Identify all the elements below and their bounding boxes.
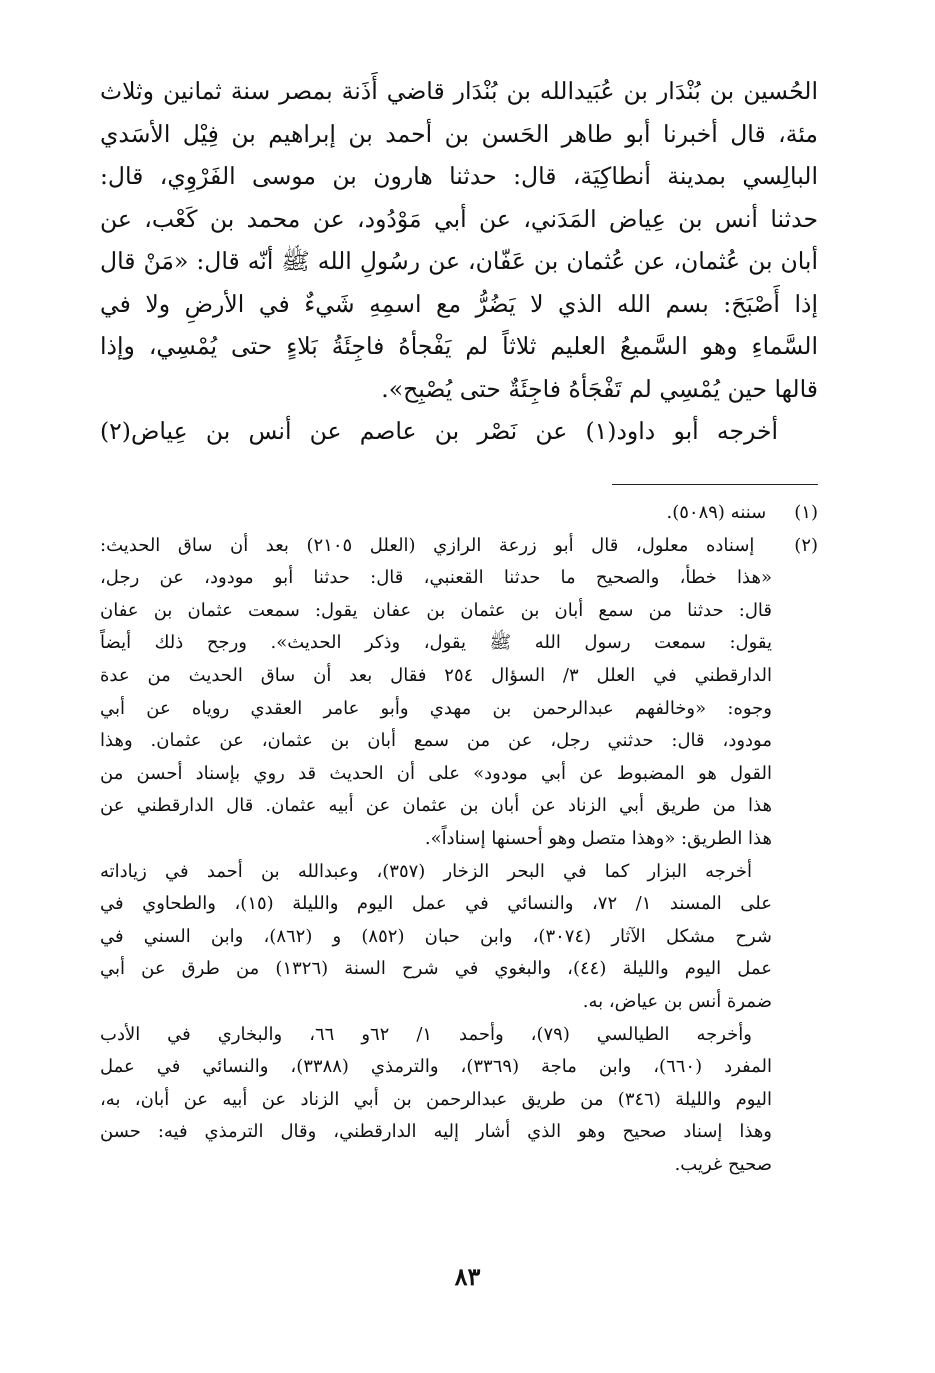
main-line: البالِسي بمدينة أنطاكِيَة، قال: حدثنا هارون بن موسى الفَرْوِي، قال: bbox=[100, 162, 818, 190]
main-line: مئة، قال أخبرنا أبو طاهر الحَسن بن أحمد بن إبراهيم بن فِيْل الأسَدي bbox=[100, 119, 818, 148]
main-line-citation: أخرجه أبو داود(١) عن نَصْر بن عاصم عن أنس بن عِياض(٢) bbox=[100, 417, 778, 445]
footnote-2-line: إسناده معلول، قال أبو زرعة الرازي (العلل ٢١٠٥) بعد أن ساق الحديث: bbox=[100, 534, 755, 556]
footnote-separator bbox=[612, 484, 818, 485]
footnote-paragraph-3-line: وأخرجه الطيالسي (٧٩)، وأحمد ١/ ٦٢و ٦٦، والبخاري في الأدب bbox=[100, 1023, 753, 1045]
footnotes-section bbox=[100, 497, 818, 1181]
main-line: قالها حين يُمْسِي لم تَفْجَأهُ فاجِئَةٌ حتى يُصْبِح». bbox=[381, 374, 818, 403]
main-line: إذا أَصْبَحَ: بسم الله الذي لا يَضُرُّ مع اسمِهِ شَيءٌ في الأرضِ ولا في bbox=[100, 289, 818, 318]
footnote-2-line: قال: حدثنا من سمع أبان بن عثمان بن عفان يقول: سمعت عثمان بن عفان bbox=[100, 599, 772, 621]
footnote-paragraph-3-line: وهذا إسناد صحيح وهو الذي أشار إليه الدارقطني، وقال الترمذي فيه: حسن bbox=[100, 1121, 772, 1143]
footnote-2-line: هذا الطريق: «وهذا متصل وهو أحسنها إسناداً». bbox=[424, 827, 772, 849]
main-line: الحُسين بن بُنْدَار بن عُبَيدالله بن بُنْدَار قاضي أَذَنة بمصر سنة ثمانين وثلاث bbox=[100, 77, 818, 105]
footnote-2-line: القول هو المضبوط عن أبي مودود» على أن الحديث قد روي بإسناد أحسن من bbox=[100, 762, 772, 784]
footnote-2-line: هذا من طريق أبي الزناد عن أبان بن عثمان عن أبيه عثمان. قال الدارقطني عن bbox=[100, 795, 772, 817]
footnote-2-first-line bbox=[100, 530, 818, 563]
footnote-paragraph-3-line: صحيح غريب. bbox=[674, 1153, 772, 1175]
footnote-paragraph-2-line: ضمرة أنس بن عياض، به. bbox=[582, 990, 772, 1012]
footnote-paragraph-2-line: شرح مشكل الآثار (٣٠٧٤)، وابن حبان (٨٥٢) و (٨٦٢)، وابن السني في bbox=[100, 925, 773, 947]
main-body-text bbox=[100, 70, 818, 453]
footnote-paragraph-2-line: أخرجه البزار كما في البحر الزخار (٣٥٧)، وعبدالله بن أحمد في زياداته bbox=[100, 860, 752, 882]
main-line: أبان بن عُثمان، عن عُثمان بن عَفّان، عن رسُولِ الله ﷺ أنّه قال: «مَنْ قال bbox=[100, 247, 818, 275]
footnote-paragraph-2-line: عمل اليوم والليلة (٤٤)، والبغوي في شرح السنة (١٣٢٦) من طرق عن أبي bbox=[100, 958, 772, 980]
footnote-paragraph-3-line: المفرد (٦٦٠)، وابن ماجة (٣٣٦٩)، والترمذي (٣٣٨٨)، والنسائي في عمل bbox=[100, 1056, 773, 1078]
main-line: حدثنا أنس بن عِياض المَدَني، عن أبي مَوْدُود، عن محمد بن كَعْب، عن bbox=[100, 204, 818, 233]
footnote-2-line: وجوه: «وخالفهم عبدالرحمن بن مهدي وأبو عامر العقدي روياه عن أبي bbox=[100, 697, 772, 719]
footnote-2-line: «هذا خطأ، والصحيح ما حدثنا القعنبي، قال: حدثنا أبو مودود، عن رجل، bbox=[100, 567, 772, 589]
footnote-2-line: يقول: سمعت رسول الله ﷺ يقول، وذكر الحديث». ورجح ذلك أيضاً bbox=[100, 632, 772, 654]
footnote-paragraph-3-line: اليوم والليلة (٣٤٦) من طريق عبدالرحمن بن أبي الزناد عن أبيه عن أبان، به، bbox=[100, 1088, 772, 1110]
footnote-2-line: مودود، قال: حدثني رجل، عن من سمع أبان بن عثمان، عن عثمان. وهذا bbox=[100, 730, 772, 752]
main-line: السَّماءِ وهو السَّميعُ العليم ثلاثاً لم يَفْجأهُ فاجِئَةُ بَلاءٍ حتى يُمْسِي، وإذا bbox=[100, 332, 818, 360]
footnote-2-line: الدارقطني في العلل ٣/ السؤال ٢٥٤ فقال بعد أن ساق الحديث من عدة bbox=[100, 664, 773, 686]
footnote-1-text: سننه (٥٠٨٩). bbox=[666, 502, 767, 523]
footnote-2-number: (٢) bbox=[794, 534, 818, 556]
footnote-paragraph-2-line: على المسند ١/ ٧٢، والنسائي في عمل اليوم والليلة (١٥)، والطحاوي في bbox=[100, 893, 772, 915]
footnote-1-number: (١) bbox=[794, 502, 818, 523]
page-number: ٨٣ bbox=[454, 1262, 481, 1291]
footnote-1 bbox=[100, 497, 818, 530]
